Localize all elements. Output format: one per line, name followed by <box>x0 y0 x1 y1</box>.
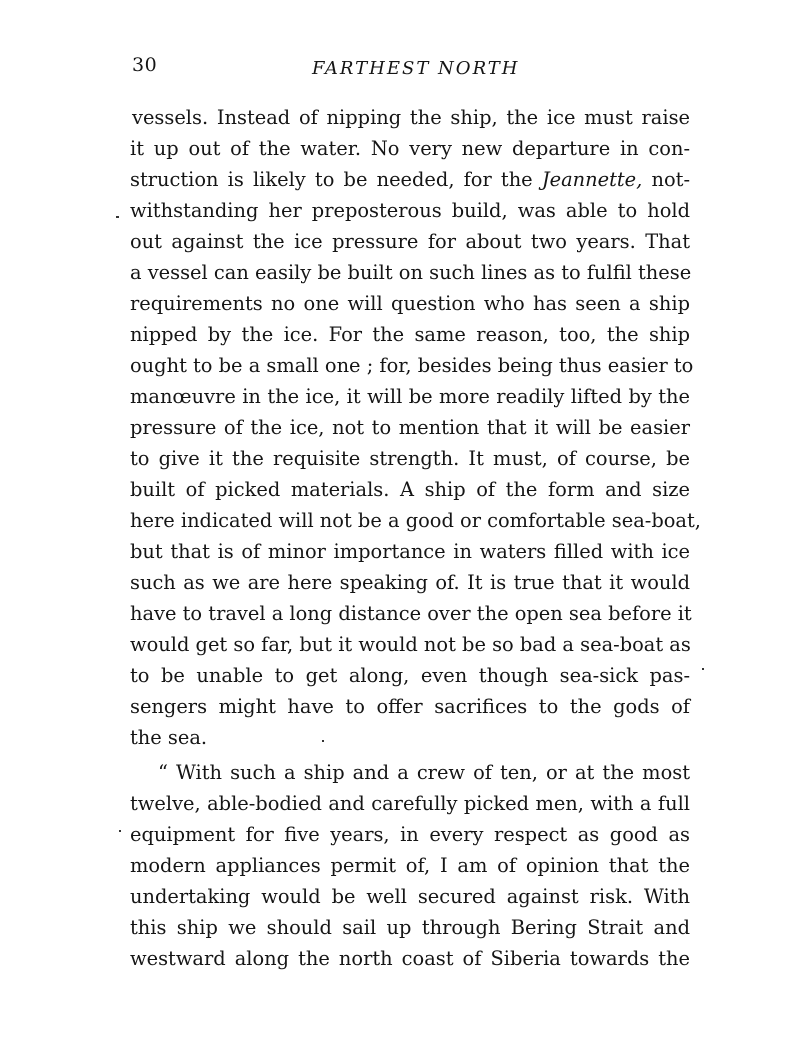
text-line: out against the ice pressure for about two years. That <box>130 230 690 253</box>
print-speck <box>119 830 121 832</box>
text-line: sengers might have to offer sacrifices to the gods of <box>130 695 690 718</box>
text-fragment: struction is likely to be needed, for the <box>130 168 533 191</box>
text-line: to give it the requisite strength. It must, of course, be <box>130 447 690 470</box>
text-line: equipment for five years, in every respect as good as <box>130 823 690 846</box>
text-line: modern appliances permit of, I am of opinion that the <box>130 854 690 877</box>
text-line: pressure of the ice, not to mention that it will be easier <box>130 416 690 439</box>
text-line-paragraph-end: the sea. <box>130 726 208 749</box>
text-line: a vessel can easily be built on such lines as to fulfil these <box>130 261 692 284</box>
print-speck <box>116 216 119 218</box>
text-line: undertaking would be well secured against risk. With <box>130 885 690 908</box>
print-speck <box>702 668 704 670</box>
text-line: vessels. Instead of nipping the ship, the ice must raise <box>132 106 690 129</box>
text-line-with-ship-name <box>130 164 690 195</box>
text-line: requirements no one will question who has seen a ship <box>130 292 690 315</box>
text-line: twelve, able-bodied and carefully picked men, with a full <box>130 792 690 815</box>
text-line: nipped by the ice. For the same reason, too, the ship <box>130 323 690 346</box>
text-line: but that is of minor importance in waters filled with ice <box>130 540 690 563</box>
text-line: this ship we should sail up through Bering Strait and <box>130 916 690 939</box>
text-line: to be unable to get along, even though sea-sick pas- <box>130 664 690 687</box>
page-number: 30 <box>132 54 158 76</box>
text-line: have to travel a long distance over the open sea before it <box>130 602 692 625</box>
text-line: built of picked materials. A ship of the form and size <box>130 478 690 501</box>
print-speck <box>322 740 324 742</box>
ship-name: Jeannette, <box>541 168 643 191</box>
text-line: it up out of the water. No very new departure in con- <box>130 137 690 160</box>
page-header <box>0 52 800 92</box>
text-line: manœuvre in the ice, it will be more readily lifted by the <box>130 385 690 408</box>
running-title: FARTHEST NORTH <box>312 58 520 79</box>
text-line-paragraph-start: “ With such a ship and a crew of ten, or at the most <box>158 761 690 784</box>
text-line: ought to be a small one ; for, besides being thus easier to <box>130 354 694 377</box>
text-line: would get so far, but it would not be so bad a sea-boat as <box>130 633 691 656</box>
text-line: westward along the north coast of Siberia towards the <box>130 947 690 970</box>
text-fragment: not- <box>651 168 690 191</box>
text-line: here indicated will not be a good or comfortable sea-boat, <box>130 509 701 532</box>
text-line: such as we are here speaking of. It is true that it would <box>130 571 690 594</box>
text-line: withstanding her preposterous build, was able to hold <box>130 199 690 222</box>
